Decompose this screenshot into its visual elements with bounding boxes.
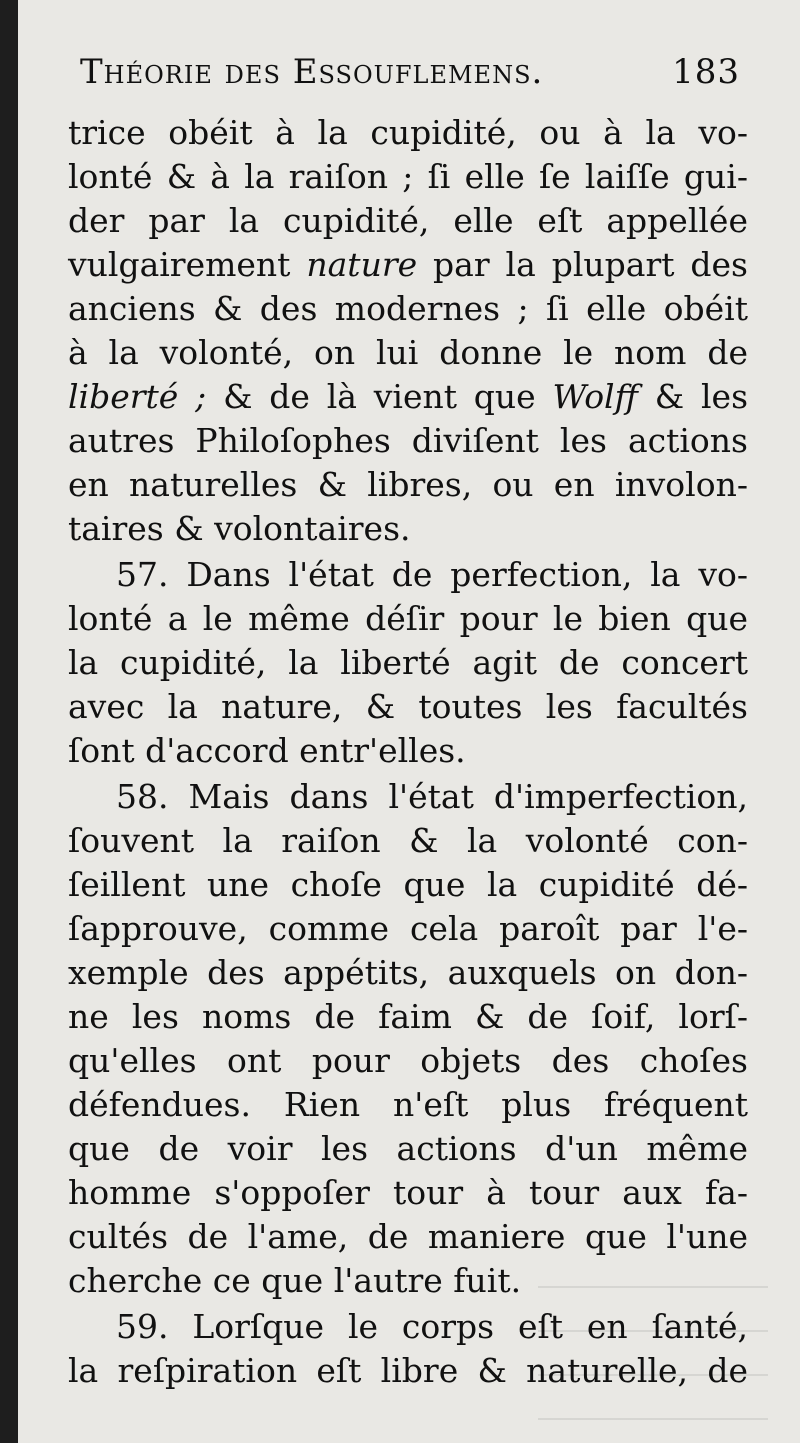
page-number: 183 [672,52,740,92]
running-header [80,52,740,102]
text-line: homme s'oppoſer tour à tour aux fa- [68,1173,748,1212]
text-line: avec la nature, & toutes les facultés [68,687,748,726]
text-line: ſont d'accord entr'elles. [68,731,466,770]
text-line: la cupidité, la liberté agit de concert [68,643,748,682]
text-line: ſeillent une choſe que la cupidité dé- [68,865,748,904]
text-line: lonté a le même déſir pour le bien que [68,599,748,638]
text-line: cherche ce que l'autre fuit. [68,1261,522,1300]
show-through-texture [538,1260,768,1420]
text-line: la reſpiration eſt libre & naturelle, de [68,1351,748,1390]
text-line: vulgairement nature par la plupart des [68,245,748,284]
text-line: lonté & à la raiſon ; ſi elle ſe laiſſe gui- [68,157,748,196]
paragraph-59-start: 59. Lorſque le corps eſt en ſanté, [116,1307,748,1346]
italic-name: Wolff [552,377,638,416]
text-line: der par la cupidité, elle eſt appellée [68,201,748,240]
text-line: ne les noms de faim & de ſoif, lorſ- [68,997,748,1036]
italic-word: nature [306,245,418,284]
header-title: Théorie des Essouflemens. [80,52,544,92]
text-line: ſapprouve, comme cela paroît par l'e- [68,909,748,948]
text-line: taires & volontaires. [68,509,411,548]
text-line: liberté ; & de là vient que Wolff & les [68,377,749,416]
text-line: xemple des appétits, auxquels on don- [68,953,748,992]
text-line: autres Philoſophes diviſent les actions [68,421,748,460]
text-line: ſouvent la raiſon & la volonté con- [68,821,748,860]
paragraph-57-start: 57. Dans l'état de perfection, la vo- [116,555,748,594]
book-page [18,0,800,1443]
italic-word: liberté ; [68,377,207,416]
paragraph-58-start: 58. Mais dans l'état d'imperfection, [116,777,748,816]
text-line: que de voir les actions d'un même [68,1129,748,1168]
text-line: anciens & des modernes ; ſi elle obéit [68,289,748,328]
text-line: à la volonté, on lui donne le nom de [68,333,748,372]
text-line: trice obéit à la cupidité, ou à la vo- [68,113,748,152]
text-line: cultés de l'ame, de maniere que l'une [68,1217,748,1256]
text-line: en naturelles & libres, ou en involon- [68,465,748,504]
text-line: défendues. Rien n'eſt plus fréquent [68,1085,748,1124]
text-line: qu'elles ont pour objets des choſes [68,1041,748,1080]
